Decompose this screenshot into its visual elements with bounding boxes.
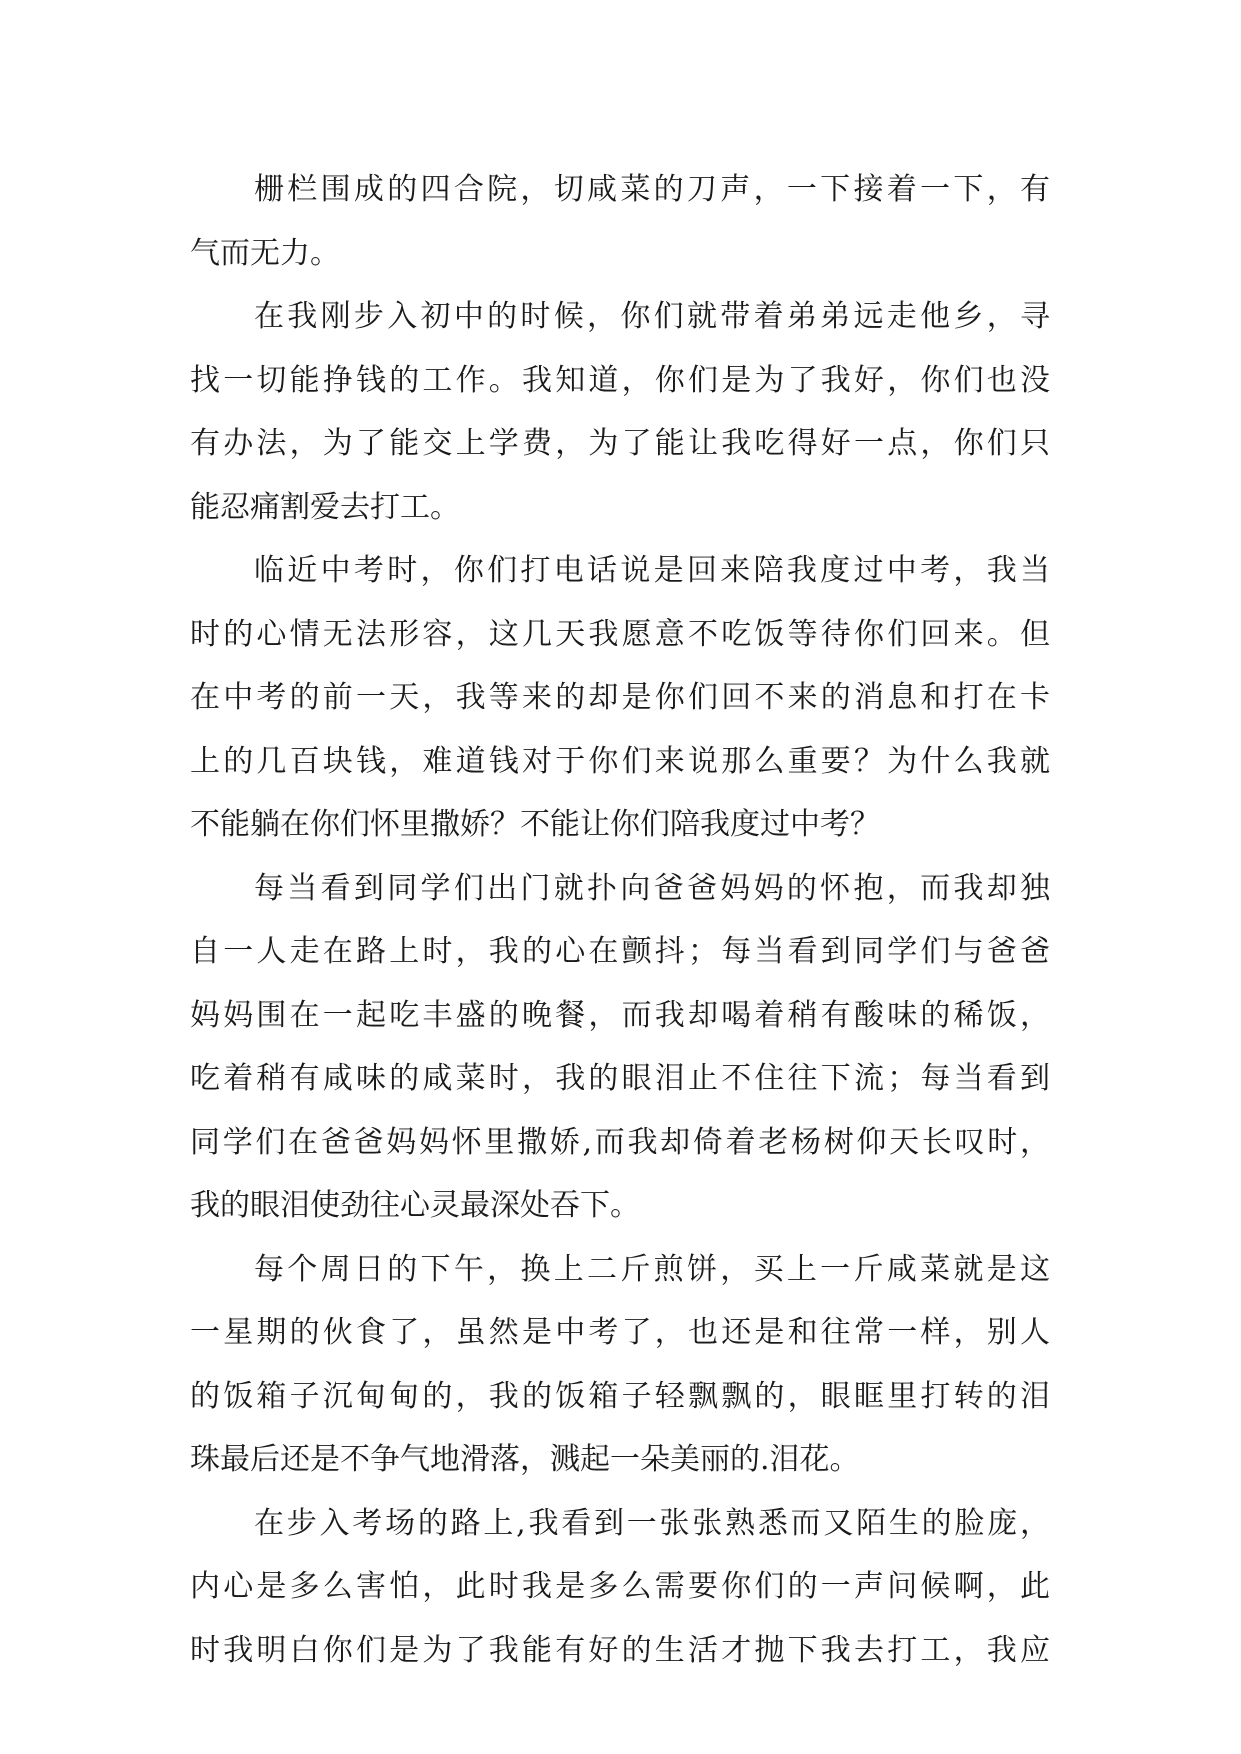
text-line: 妈妈围在一起吃丰盛的晚餐，而我却喝着稍有酸味的稀饭， <box>190 997 1050 1033</box>
text-line: 找一切能挣钱的工作。我知道，你们是为了我好，你们也没 <box>190 362 1050 398</box>
text-line: 栅栏围成的四合院，切咸菜的刀声，一下接着一下，有 <box>254 172 1050 207</box>
text-line: 不能躺在你们怀里撒娇？不能让你们陪我度过中考？ <box>190 807 880 842</box>
text-line: 临近中考时，你们打电话说是回来陪我度过中考，我当 <box>254 553 1050 588</box>
paragraph <box>190 539 1050 857</box>
text-line: 每当看到同学们出门就扑向爸爸妈妈的怀抱，而我却独 <box>254 870 1050 906</box>
text-line: 内心是多么害怕，此时我是多么需要你们的一声问候啊，此 <box>190 1569 1050 1604</box>
text-line: 自一人走在路上时，我的心在颤抖；每当看到同学们与爸爸 <box>190 934 1050 969</box>
text-line: 珠最后还是不争气地滑落，溅起一朵美丽的.泪花。 <box>190 1442 860 1477</box>
text-line: 的饭箱子沉甸甸的，我的饭箱子轻飘飘的，眼眶里打转的泪 <box>190 1378 1050 1414</box>
paragraph <box>190 285 1050 539</box>
text-line: 同学们在爸爸妈妈怀里撒娇,而我却倚着老杨树仰天长叹时， <box>190 1124 1050 1160</box>
paragraph <box>190 158 1050 285</box>
text-line: 吃着稍有咸味的咸菜时，我的眼泪止不住往下流；每当看到 <box>190 1061 1050 1096</box>
text-line: 时我明白你们是为了我能有好的生活才抛下我去打工，我应 <box>190 1632 1050 1668</box>
paragraph <box>190 857 1050 1238</box>
text-line: 有办法，为了能交上学费，为了能让我吃得好一点，你们只 <box>190 426 1050 461</box>
text-line: 上的几百块钱，难道钱对于你们来说那么重要？为什么我就 <box>190 743 1050 779</box>
paragraph <box>190 1238 1050 1492</box>
text-line: 一星期的伙食了，虽然是中考了，也还是和往常一样，别人 <box>190 1315 1050 1350</box>
essay-body <box>190 158 1050 1682</box>
text-line: 能忍痛割爱去打工。 <box>190 489 460 525</box>
text-line: 每个周日的下午，换上二斤煎饼，买上一斤咸菜就是这 <box>254 1251 1050 1287</box>
text-line: 在我刚步入初中的时候，你们就带着弟弟远走他乡，寻 <box>254 299 1050 334</box>
text-line: 气而无力。 <box>190 235 340 271</box>
text-line: 我的眼泪使劲往心灵最深处吞下。 <box>190 1188 640 1223</box>
paragraph <box>190 1492 1050 1683</box>
text-line: 在中考的前一天，我等来的却是你们回不来的消息和打在卡 <box>190 680 1050 715</box>
text-line: 时的心情无法形容，这几天我愿意不吃饭等待你们回来。但 <box>190 616 1050 652</box>
text-line: 在步入考场的路上,我看到一张张熟悉而又陌生的脸庞， <box>254 1505 1050 1541</box>
